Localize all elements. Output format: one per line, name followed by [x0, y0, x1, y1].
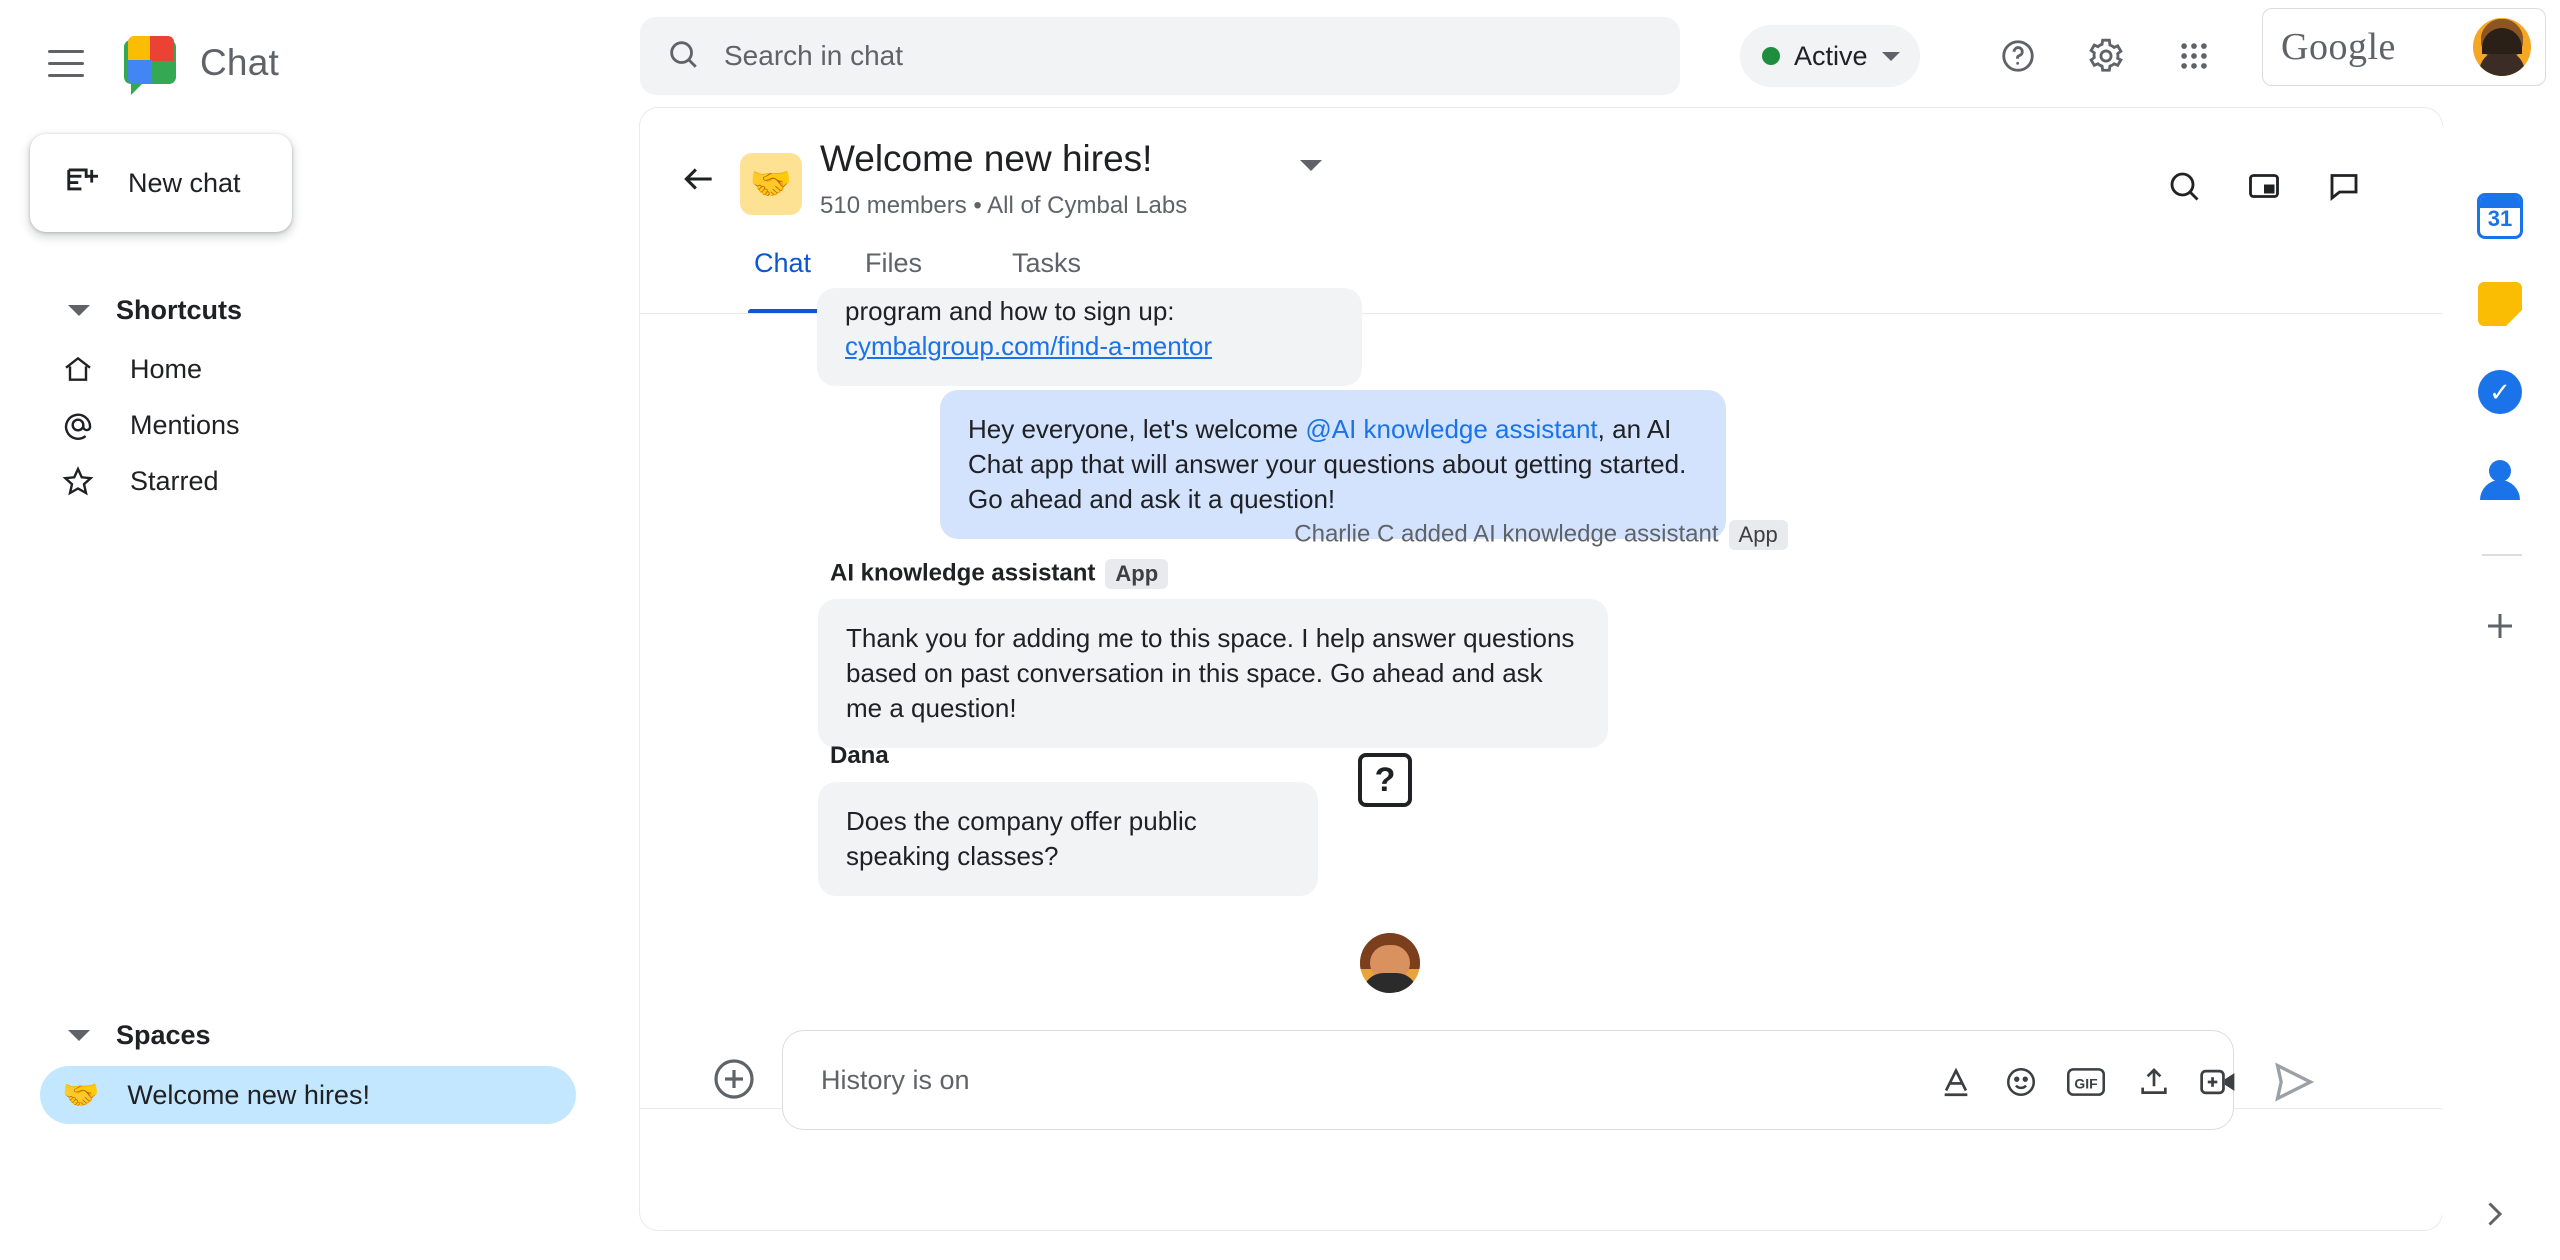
conversation-audience: All of Cymbal Labs — [987, 192, 1188, 219]
status-chip[interactable] — [1740, 25, 1920, 87]
calendar-icon[interactable] — [2472, 188, 2528, 244]
account-box[interactable] — [2262, 8, 2546, 86]
send-button[interactable] — [2272, 1060, 2316, 1109]
mention-ai-knowledge-assistant[interactable]: @AI knowledge assistant — [1305, 414, 1598, 444]
google-wordmark: Google — [2281, 26, 2396, 68]
apps-grid-icon[interactable] — [2166, 28, 2222, 84]
thread-panel-icon[interactable] — [2318, 160, 2370, 212]
expand-panel-icon[interactable] — [2476, 1196, 2512, 1237]
message-sender — [830, 559, 1168, 589]
message-input[interactable] — [819, 1064, 1919, 1097]
handshake-icon: 🤝 — [62, 1078, 100, 1112]
member-count: 510 members — [820, 192, 967, 219]
message-text: Hey everyone, let's welcome — [968, 414, 1306, 444]
sidebar-item-mentions[interactable] — [40, 397, 576, 453]
sidebar-item-label: Home — [130, 353, 203, 384]
calendar-day: 31 — [2487, 206, 2513, 231]
picture-in-picture-icon[interactable] — [2238, 160, 2290, 212]
format-text-icon[interactable] — [1933, 1059, 1979, 1105]
chevron-down-icon — [68, 1030, 90, 1041]
search-input[interactable] — [722, 39, 1572, 73]
brand — [124, 36, 279, 90]
space-label: Welcome new hires! — [127, 1079, 370, 1110]
sidebar-item-label: Mentions — [130, 409, 240, 440]
gear-icon[interactable] — [2078, 28, 2134, 84]
question-mark-app-icon: ? — [1358, 753, 1412, 807]
home-icon — [56, 353, 100, 385]
brand-name: Chat — [200, 42, 279, 83]
message-composer[interactable] — [782, 1030, 2234, 1130]
message-link[interactable]: cymbalgroup.com/find-a-mentor — [845, 331, 1213, 362]
search-icon — [666, 37, 700, 76]
spaces-section-header[interactable] — [0, 1011, 211, 1059]
sidebar-item-home[interactable] — [40, 341, 576, 397]
new-chat-button[interactable] — [30, 134, 292, 232]
emoji-icon[interactable] — [1998, 1059, 2044, 1105]
message-bubble[interactable] — [818, 782, 1318, 896]
sidebar-item-starred[interactable] — [40, 453, 576, 509]
message-bubble-outgoing[interactable] — [940, 390, 1726, 539]
add-attachment-button[interactable] — [710, 1055, 758, 1103]
search-bar[interactable] — [640, 17, 1680, 95]
conversation-subtitle — [820, 192, 1187, 220]
chat-logo-icon — [124, 36, 178, 90]
conversation-emoji: 🤝 — [740, 153, 802, 215]
conversation-search-icon[interactable] — [2158, 160, 2210, 212]
conversation-header — [640, 108, 2442, 268]
app-badge: App — [1729, 520, 1788, 550]
subtitle-separator: • — [973, 192, 982, 219]
message-text: Thank you for adding me to this space. I help answer questions based on past conversation in this space. Go ahead and ask me a question! — [846, 623, 1575, 724]
tasks-icon[interactable]: ✓ — [2472, 364, 2528, 420]
upload-icon[interactable] — [2131, 1059, 2177, 1105]
message-bubble[interactable] — [818, 599, 1608, 748]
shortcuts-title: Shortcuts — [116, 294, 243, 325]
at-icon — [56, 409, 100, 441]
avatar[interactable] — [2473, 18, 2531, 76]
system-message-text: Charlie C added AI knowledge assistant — [1294, 520, 1719, 548]
spaces-title: Spaces — [116, 1019, 211, 1050]
conversation-title: Welcome new hires! — [820, 138, 1153, 179]
chevron-down-icon[interactable] — [1300, 160, 1322, 171]
video-meeting-icon[interactable] — [2195, 1059, 2241, 1105]
star-icon — [56, 465, 100, 497]
left-navigation — [0, 126, 640, 1260]
message-list — [640, 296, 2442, 1004]
sender-label: AI knowledge assistant — [830, 559, 1096, 587]
add-app-icon[interactable] — [2472, 598, 2528, 654]
tab-label: Tasks — [1012, 248, 1082, 278]
keep-icon[interactable] — [2472, 276, 2528, 332]
message-text-continued: , an AI Chat app that will answer your questions about getting started. Go ahead and ask it a question! — [968, 414, 1687, 515]
side-panel-rail — [2442, 126, 2560, 1260]
contacts-icon[interactable] — [2472, 452, 2528, 508]
sender-label: Dana — [830, 742, 889, 769]
sidebar-space-welcome-new-hires[interactable] — [40, 1066, 576, 1124]
status-label: Active — [1794, 40, 1868, 71]
back-arrow-icon[interactable] — [680, 160, 718, 203]
new-chat-icon — [64, 162, 102, 205]
shortcuts-section-header[interactable] — [0, 286, 242, 334]
tab-label: Files — [865, 248, 923, 278]
message-sender — [830, 742, 889, 770]
new-chat-label: New chat — [128, 167, 241, 198]
app-badge: App — [1105, 559, 1168, 589]
status-dot-icon — [1762, 47, 1780, 65]
rail-divider — [2482, 554, 2522, 556]
message-text: program and how to sign up: — [845, 296, 1175, 326]
gif-icon[interactable] — [2063, 1059, 2109, 1105]
message-text: Does the company offer public speaking classes? — [846, 806, 1197, 872]
chevron-down-icon — [1882, 52, 1900, 61]
hamburger-icon[interactable] — [30, 27, 102, 99]
sidebar-item-label: Starred — [130, 465, 219, 496]
message-bubble[interactable] — [817, 288, 1362, 386]
svg-text:GIF: GIF — [2074, 1075, 2098, 1092]
tab-chat[interactable] — [754, 248, 811, 314]
chevron-down-icon — [68, 305, 90, 316]
dana-avatar — [1360, 933, 1420, 993]
help-icon[interactable] — [1990, 28, 2046, 84]
tab-label: Chat — [754, 248, 812, 278]
system-message — [640, 520, 2442, 550]
